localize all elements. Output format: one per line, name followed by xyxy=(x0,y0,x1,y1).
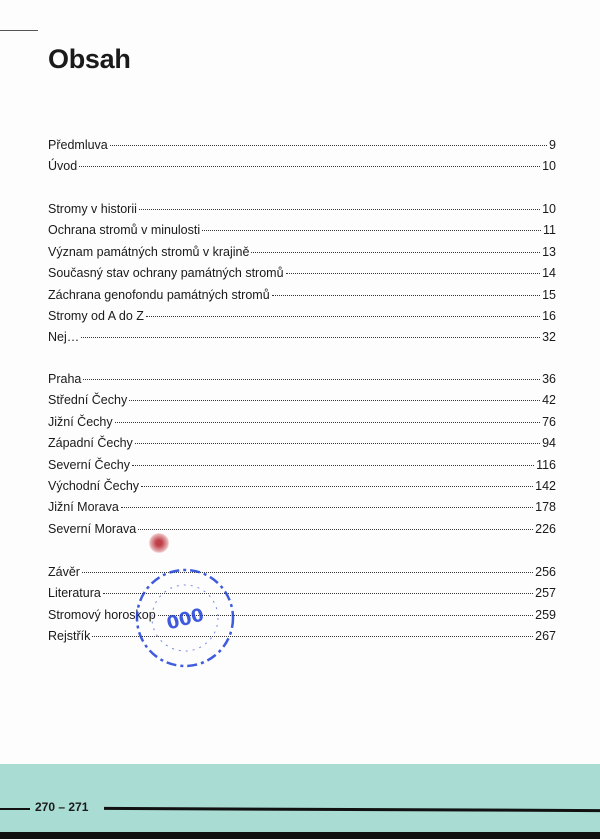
toc-entry xyxy=(48,138,556,159)
toc-entry-title: Úvod xyxy=(48,159,78,174)
toc-entry xyxy=(48,223,556,244)
toc-entry-title: Východní Čechy xyxy=(48,478,140,493)
toc-entry xyxy=(48,393,556,414)
dot-leader xyxy=(81,337,540,338)
toc-entry-title: Záchrana genofondu památných stromů xyxy=(48,287,270,302)
footer-band xyxy=(0,764,600,832)
toc-entry-title: Jižní Čechy xyxy=(48,414,113,429)
toc-entry-page: 36 xyxy=(542,372,556,386)
footer-rule-right xyxy=(104,807,600,812)
toc-entry-page: 267 xyxy=(535,629,556,644)
toc-entry-page: 226 xyxy=(535,521,556,536)
toc-entry-title: Střední Čechy xyxy=(48,393,128,408)
toc-entry xyxy=(48,415,556,436)
toc-entry xyxy=(48,309,556,330)
toc-entry-title: Literatura xyxy=(48,586,101,601)
toc-group-front xyxy=(48,138,556,181)
toc-entry xyxy=(48,202,556,223)
toc-entry-title: Rejstřík xyxy=(48,629,91,644)
toc-entry-page: 16 xyxy=(542,308,556,323)
toc-entry xyxy=(48,266,556,287)
toc-entry-title: Severní Čechy xyxy=(48,457,130,472)
toc-entry xyxy=(48,372,556,393)
toc-entry-title: Význam památných stromů v krajině xyxy=(48,244,250,259)
toc-entry-page: 10 xyxy=(542,159,556,174)
toc-entry-title: Stromy od A do Z xyxy=(48,308,144,323)
toc-entry xyxy=(48,159,556,180)
dot-leader xyxy=(121,507,533,508)
toc-entry-page: 32 xyxy=(542,330,556,345)
toc-entry-page: 9 xyxy=(549,138,556,152)
toc-entry-page: 15 xyxy=(542,287,556,302)
toc-entry-page: 142 xyxy=(535,478,556,493)
dot-leader xyxy=(146,316,540,317)
toc-entry-page: 10 xyxy=(542,202,556,216)
dot-leader xyxy=(286,273,541,274)
toc-entry-page: 94 xyxy=(542,436,556,451)
toc-entry-page: 178 xyxy=(535,500,556,515)
toc-entry-page: 42 xyxy=(542,393,556,408)
corner-mark xyxy=(0,30,38,31)
toc-entry-page: 76 xyxy=(542,414,556,429)
toc-entry-title: Severní Morava xyxy=(48,521,137,536)
page-title: Obsah xyxy=(48,44,131,74)
ink-smudge xyxy=(148,533,170,553)
dot-leader xyxy=(138,529,533,530)
toc-entry xyxy=(48,522,556,543)
dot-leader xyxy=(110,145,547,146)
toc-entry xyxy=(48,608,556,629)
toc-entry-page: 11 xyxy=(543,223,556,238)
toc-group-general xyxy=(48,202,556,352)
svg-text:000: 000 xyxy=(164,604,207,635)
toc-entry xyxy=(48,458,556,479)
toc-entry xyxy=(48,245,556,266)
toc-entry xyxy=(48,479,556,500)
toc-entry xyxy=(48,288,556,309)
toc-entry xyxy=(48,586,556,607)
toc-entry xyxy=(48,629,556,650)
toc-entry-page: 14 xyxy=(542,266,556,281)
toc-entry xyxy=(48,500,556,521)
toc-entry-title: Závěr xyxy=(48,565,80,579)
library-stamp xyxy=(132,565,238,671)
toc-group-regions xyxy=(48,372,556,543)
toc-entry-title: Stromový horoskop xyxy=(48,607,156,622)
dot-leader xyxy=(202,230,541,231)
dot-leader xyxy=(272,295,540,296)
toc-entry-page: 257 xyxy=(535,586,556,601)
dot-leader xyxy=(129,400,540,401)
toc-entry-page: 13 xyxy=(542,244,556,259)
dot-leader xyxy=(251,252,540,253)
toc-entry-page: 116 xyxy=(536,457,556,472)
toc-entry-title: Nej… xyxy=(48,330,80,345)
footer-rule-left xyxy=(0,808,30,810)
toc-entry xyxy=(48,330,556,351)
toc-entry-title: Praha xyxy=(48,372,82,386)
dot-leader xyxy=(135,443,540,444)
dot-leader xyxy=(79,166,540,167)
toc-entry-title: Západní Čechy xyxy=(48,436,133,451)
dot-leader xyxy=(139,209,540,210)
scan-edge xyxy=(0,832,600,839)
dot-leader xyxy=(132,465,534,466)
dot-leader xyxy=(83,379,540,380)
toc-entry-page: 259 xyxy=(535,607,556,622)
dot-leader xyxy=(141,486,533,487)
toc-entry-title: Současný stav ochrany památných stromů xyxy=(48,266,284,281)
toc-group-back xyxy=(48,565,556,651)
toc-entry-title: Předmluva xyxy=(48,138,108,152)
toc-entry-title: Jižní Morava xyxy=(48,500,119,515)
toc-entry-title: Stromy v historii xyxy=(48,202,137,216)
toc-entry xyxy=(48,565,556,586)
page-number: 270 – 271 xyxy=(35,800,89,814)
dot-leader xyxy=(115,422,540,423)
toc-entry xyxy=(48,436,556,457)
toc-entry-title: Ochrana stromů v minulosti xyxy=(48,223,201,238)
toc-entry-page: 256 xyxy=(535,565,556,579)
